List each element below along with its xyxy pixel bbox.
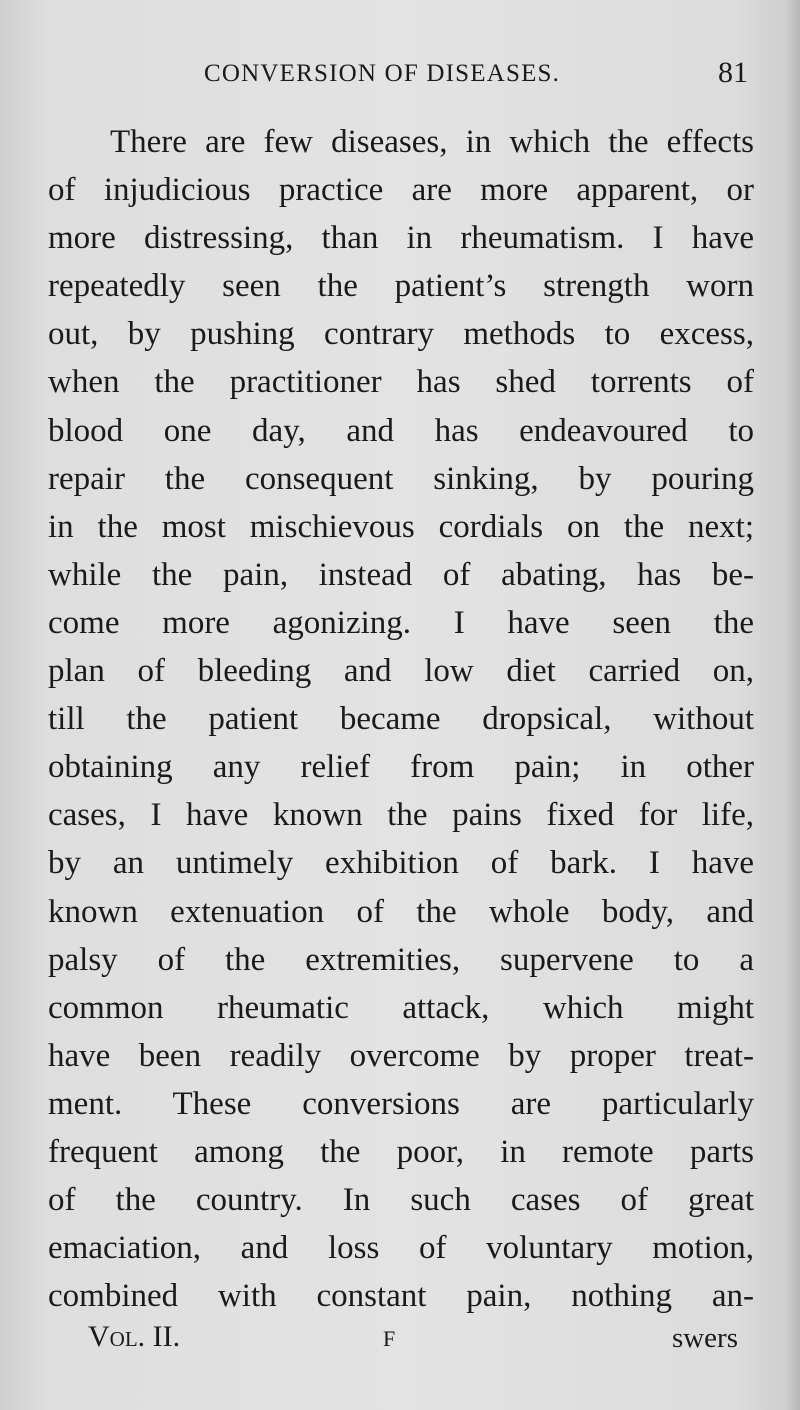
text-line: while the pain, instead of abating, has be- — [48, 556, 754, 593]
body-paragraph — [48, 118, 754, 1320]
text-line: frequent among the poor, in remote parts — [48, 1133, 754, 1170]
text-line: repeatedly seen the patient’s strength worn — [48, 268, 754, 305]
page-number: 81 — [718, 56, 748, 89]
text-line: ment. These conversions are particularly — [48, 1085, 754, 1122]
catchword: swers — [671, 1322, 738, 1354]
text-line: by an untimely exhibition of bark. I have — [48, 845, 754, 882]
text-line: of the country. In such cases of great — [48, 1182, 754, 1219]
text-line: come more agonizing. I have seen the — [48, 604, 754, 641]
text-line: in the most mischievous cordials on the next; — [48, 508, 754, 545]
text-line: cases, I have known the pains fixed for life, — [48, 797, 754, 834]
text-line: common rheumatic attack, which might — [48, 989, 754, 1026]
page-footer — [48, 1320, 738, 1370]
text-line: have been readily overcome by proper treat- — [48, 1037, 754, 1074]
signature-mark: F — [383, 1326, 396, 1351]
text-line: out, by pushing contrary methods to excess, — [48, 316, 754, 353]
text-line: blood one day, and has endeavoured to — [48, 412, 754, 449]
text-line: plan of bleeding and low diet carried on, — [48, 653, 754, 690]
text-line: obtaining any relief from pain; in other — [48, 749, 754, 786]
text-line: combined with constant pain, nothing an- — [48, 1278, 754, 1315]
running-head — [60, 56, 752, 96]
text-line: repair the consequent sinking, by pouring — [48, 460, 754, 497]
text-line: of injudicious practice are more apparent, or — [48, 172, 754, 209]
text-line: palsy of the extremities, supervene to a — [48, 941, 754, 978]
text-line: emaciation, and loss of voluntary motion, — [48, 1230, 754, 1267]
text-line: more distressing, than in rheumatism. I have — [48, 220, 754, 257]
text-line: when the practitioner has shed torrents of — [48, 364, 754, 401]
text-line: known extenuation of the whole body, and — [48, 893, 754, 930]
chapter-title: CONVERSION OF DISEASES. — [204, 60, 561, 87]
text-line: There are few diseases, in which the effects — [110, 124, 754, 160]
text-line: till the patient became dropsical, without — [48, 701, 754, 738]
volume-mark: Vol. II. — [88, 1320, 181, 1353]
